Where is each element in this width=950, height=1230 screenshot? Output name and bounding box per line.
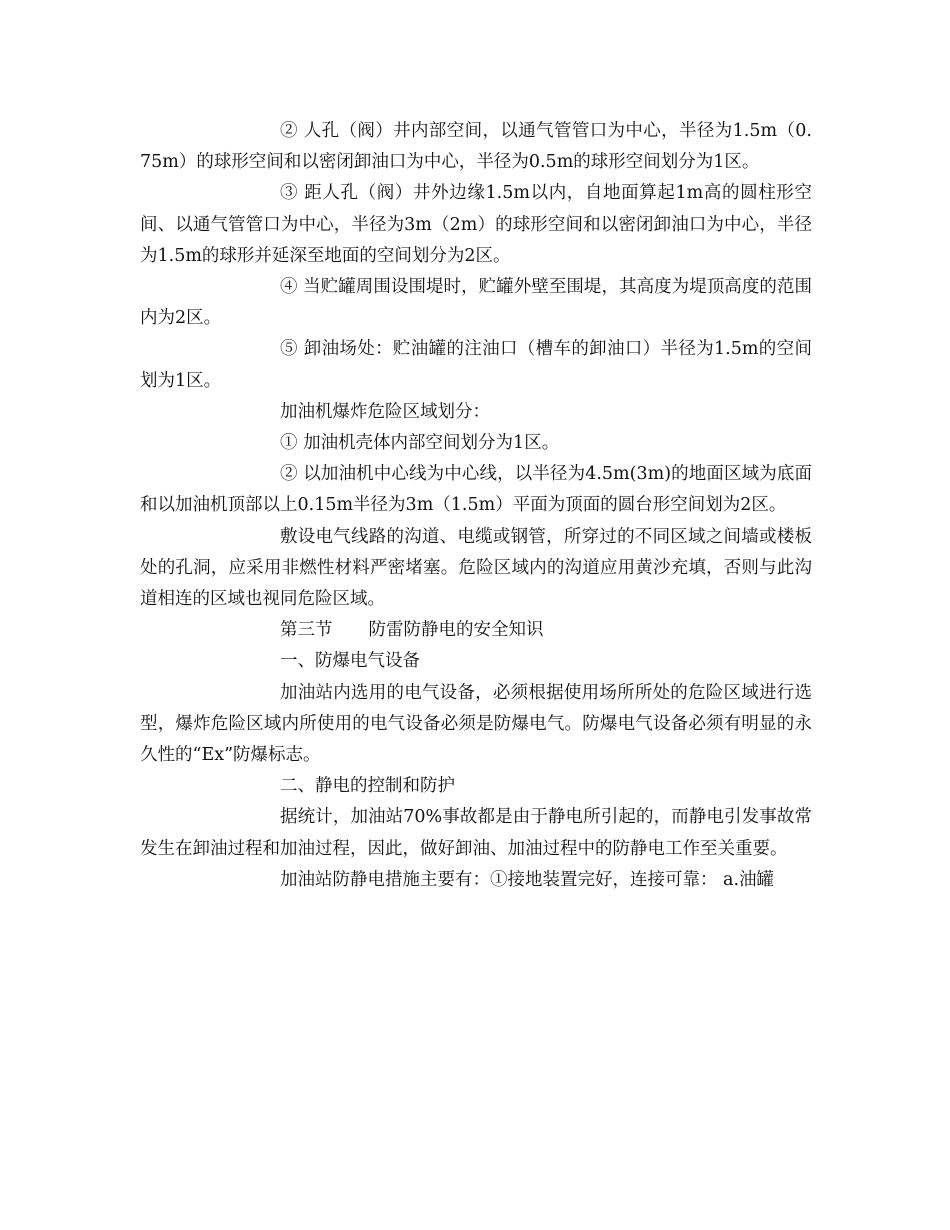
paragraph-static: 据统计，加油站70%事故都是由于静电所引起的，而静电引发事故常发生在卸油过程和加油过程，因此，做好卸油、加油过程中的防静电工作至关重要。: [140, 807, 812, 859]
document-body: [140, 116, 812, 896]
paragraph-manhole-zone2: ③ 距人孔（阀）井外边缘1.5m以内，自地面算起1m高的圆柱形空间、以通气管管口为中心，半径为3m（2m）的球形空间和以密闭卸油口为中心，半径为1.5m的球形并延深至地面的空间划分为2区。: [140, 183, 812, 266]
paragraph-explosion-proof: 加油站内选用的电气设备，必须根据使用场所所处的危险区域进行选型，爆炸危险区域内所使用的电气设备必须是防爆电气。防爆电气设备必须有明显的永久性的“Ex”防爆标志。: [140, 682, 812, 766]
paragraph-dispenser-zone1: ① 加油机壳体内部空间划分为1区。: [280, 433, 560, 454]
paragraph-dispenser-zone2: ② 以加油机中心线为中心线，以半径为4.5m(3m)的地面区域为底面和以加油机顶部以上0.15m半径为3m（1.5m）平面为顶面的圆台形空间划为2区。: [140, 464, 812, 516]
paragraph-manhole-zone1: ② 人孔（阀）井内部空间，以通气管管口为中心，半径为1.5m（0.75m）的球形空间和以密闭卸油口为中心，半径为0.5m的球形空间划分为1区。: [140, 121, 812, 173]
paragraph-static-measures: 加油站防静电措施主要有：①接地装置完好，连接可靠： a.油罐: [280, 869, 775, 890]
paragraph-cable-sealing: 敷设电气线路的沟道、电缆或钢管，所穿过的不同区域之间墙或楼板处的孔洞，应采用非燃性材料严密堵塞。危险区域内的沟道应用黄沙充填，否则与此沟道相连的区域也视同危险区域。: [140, 526, 812, 610]
section-heading: [140, 615, 812, 646]
section-title: 防雷防静电的安全知识: [368, 620, 544, 641]
subsection-heading-explosion-proof: 一、防爆电气设备: [280, 651, 420, 672]
paragraph-unloading-area: ⑤ 卸油场处：贮油罐的注油口（槽车的卸油口）半径为1.5m的空间划为1区。: [140, 339, 812, 391]
paragraph-dispenser-heading: 加油机爆炸危险区域划分：: [280, 401, 490, 422]
subsection-heading-static: 二、静电的控制和防护: [280, 776, 455, 797]
paragraph-tank-dike: ④ 当贮罐周围设围堤时，贮罐外壁至围堤，其高度为堤顶高度的范围内为2区。: [140, 277, 812, 329]
section-number: 第三节: [280, 620, 333, 641]
